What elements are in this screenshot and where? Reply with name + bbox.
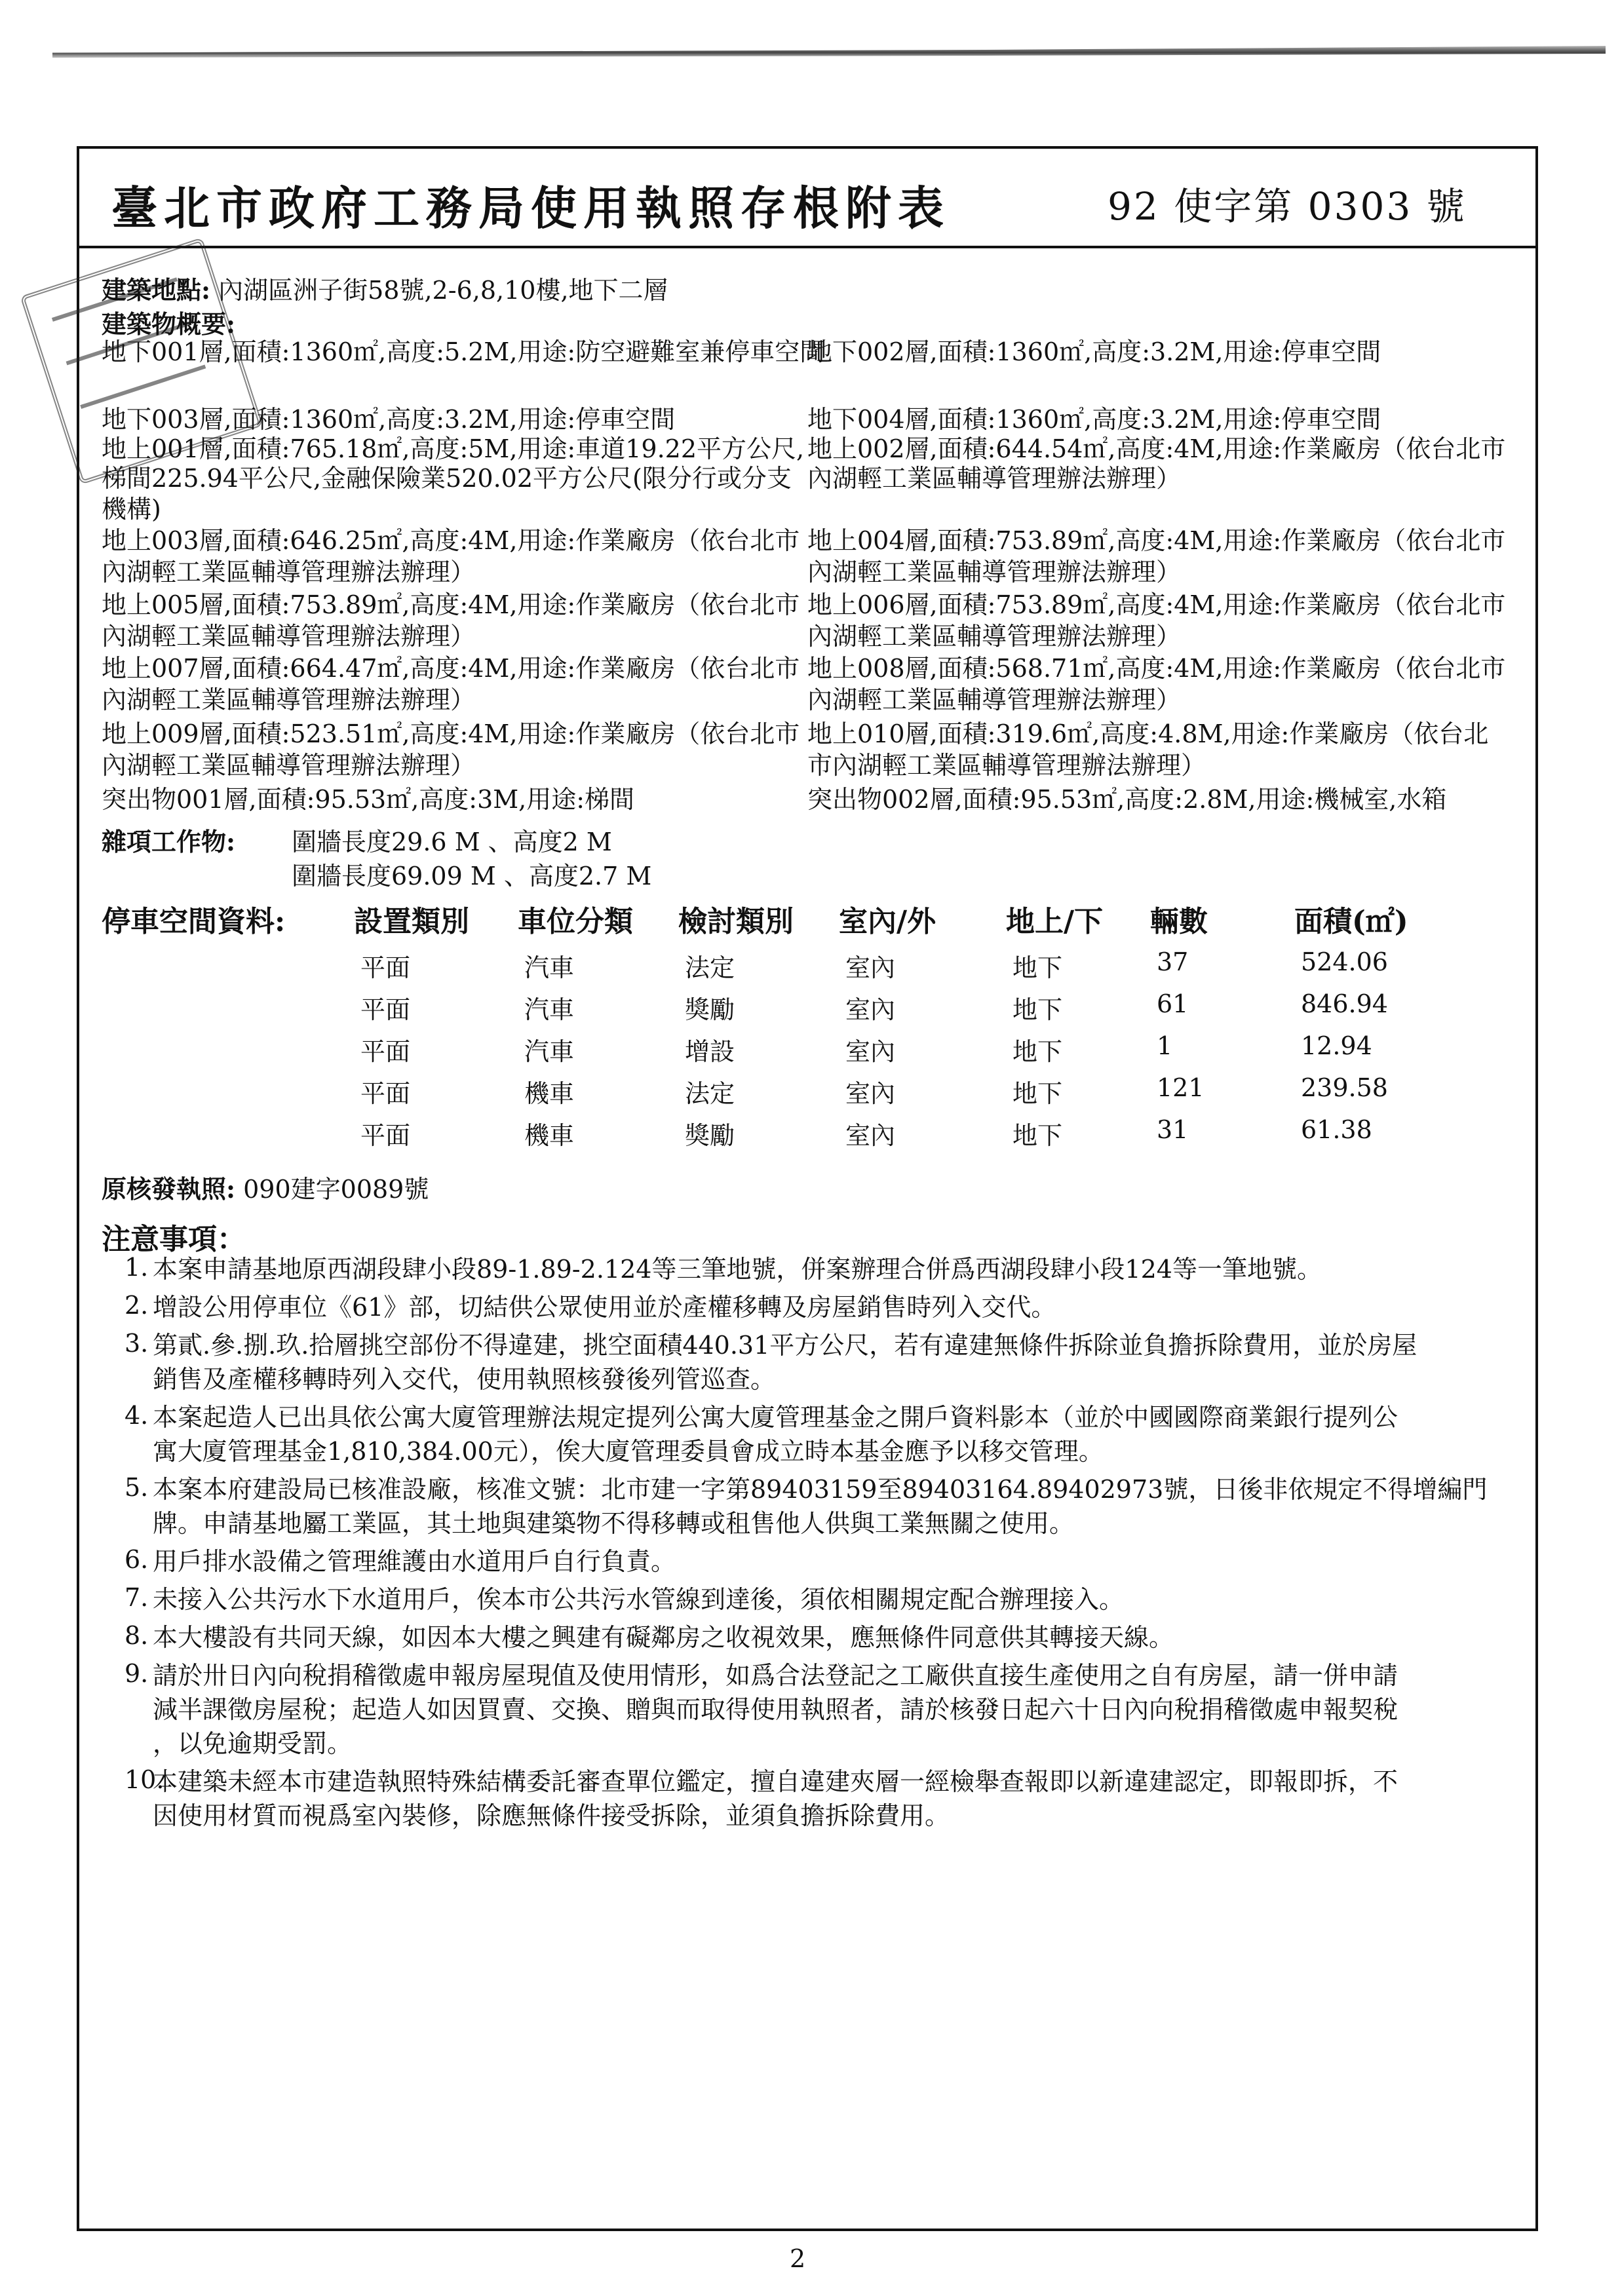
note-text: 未接入公共污水下水道用戶，俟本市公共污水管線到達後，須依相關規定配合辦理接入。 [153, 1585, 1125, 1614]
misc-item: 圍牆長度29.6 M 、高度2 M [292, 828, 612, 856]
floor-entry: 內湖輕工業區輔導管理辦法辦理） [807, 622, 1182, 651]
floor-entry: 內湖輕工業區輔導管理辦法辦理） [102, 558, 476, 586]
note-text: ，以免逾期受罰。 [153, 1729, 353, 1758]
note-text: 第貳.參.捌.玖.拾層挑空部份不得違建，挑空面積440.31平方公尺，若有違建無條件拆除並負擔拆除費用，並於房屋 [153, 1331, 1418, 1360]
note-text: 本案起造人已出具依公寓大廈管理辦法規定提列公寓大廈管理基金之開戶資料影本（並於中國國際商業銀行提列公 [153, 1403, 1398, 1432]
note-text: 銷售及產權移轉時列入交代，使用執照核發後列管巡查。 [153, 1365, 776, 1394]
parking-cell: 法定 [685, 1079, 735, 1108]
parking-header: 設置類別 [354, 905, 469, 938]
floor-entry: 內湖輕工業區輔導管理辦法辦理） [807, 558, 1182, 586]
parking-cell: 室內 [845, 1121, 896, 1150]
floor-entry: 突出物001層,面積:95.53㎡,高度:3M,用途:梯間 [102, 785, 635, 814]
parking-cell: 地下 [1013, 1037, 1063, 1066]
floor-entry: 地下004層,面積:1360㎡,高度:3.2M,用途:停車空間 [807, 405, 1381, 434]
misc-item: 圍牆長度69.09 M 、高度2.7 M [292, 862, 652, 890]
note-text: 牌。申請基地屬工業區，其土地與建築物不得移轉或租售他人供與工業無關之使用。 [153, 1509, 1075, 1538]
parking-cell: 846.94 [1301, 989, 1388, 1018]
parking-cell: 61 [1157, 989, 1189, 1018]
parking-cell: 獎勵 [685, 995, 735, 1024]
parking-header: 室內/外 [839, 905, 936, 938]
note-text: 減半課徵房屋稅；起造人如因買賣、交換、贈與而取得使用執照者，請於核發日起六十日內向稅捐稽徵處申報契稅 [153, 1695, 1398, 1724]
floor-entry: 突出物002層,面積:95.53㎡,高度:2.8M,用途:機械室,水箱 [807, 785, 1447, 814]
parking-cell: 法定 [685, 953, 735, 982]
floor-entry: 市內湖輕工業區輔導管理辦法辦理） [807, 751, 1206, 780]
parking-cell: 增設 [685, 1037, 735, 1066]
note-text: 寓大廈管理基金1,810,384.00元），俟大廈管理委員會成立時本基金應予以移交管理。 [153, 1437, 1104, 1466]
floor-entry: 地下002層,面積:1360㎡,高度:3.2M,用途:停車空間 [807, 337, 1381, 366]
site-label: 建築地點: [102, 275, 211, 305]
floor-entry: 地上005層,面積:753.89㎡,高度:4M,用途:作業廠房（依台北市 [102, 590, 800, 619]
parking-header: 檢討類別 [678, 905, 794, 938]
parking-cell: 121 [1157, 1073, 1205, 1102]
parking-header: 面積(㎡) [1294, 905, 1408, 938]
floor-entry: 地上008層,面積:568.71㎡,高度:4M,用途:作業廠房（依台北市 [807, 654, 1506, 683]
parking-cell: 61.38 [1301, 1115, 1372, 1144]
parking-cell: 室內 [845, 995, 896, 1024]
note-number: 6. [125, 1545, 149, 1574]
parking-cell: 12.94 [1301, 1031, 1372, 1060]
floor-entry: 機構) [102, 495, 161, 524]
floor-entry: 地上004層,面積:753.89㎡,高度:4M,用途:作業廠房（依台北市 [807, 526, 1506, 555]
parking-cell: 平面 [360, 995, 411, 1024]
parking-header: 車位分類 [518, 905, 633, 938]
floor-entry: 地上001層,面積:765.18㎡,高度:5M,用途:車道19.22平方公尺, [102, 434, 805, 463]
floor-entry: 地上007層,面積:664.47㎡,高度:4M,用途:作業廠房（依台北市 [102, 654, 800, 683]
note-text: 本案申請基地原西湖段肆小段89-1.89-2.124等三筆地號，併案辦理合併爲西湖段肆小段124等一筆地號。 [153, 1255, 1322, 1284]
parking-cell: 1 [1157, 1031, 1173, 1060]
floor-entry: 地上009層,面積:523.51㎡,高度:4M,用途:作業廠房（依台北市 [102, 719, 800, 748]
floor-entry: 內湖輕工業區輔導管理辦法辦理） [102, 751, 476, 780]
misc-label: 雜項工作物: [102, 827, 236, 856]
note-number: 10. [125, 1765, 164, 1794]
parking-cell: 汽車 [524, 953, 575, 982]
note-number: 1. [125, 1253, 149, 1282]
site-row [102, 274, 668, 307]
parking-cell: 524.06 [1301, 947, 1388, 976]
parking-label: 停車空間資料: [102, 905, 286, 938]
parking-cell: 31 [1157, 1115, 1189, 1144]
site-value: 內湖區洲子街58號,2-6,8,10樓,地下二層 [218, 276, 668, 305]
note-text: 本建築未經本市建造執照特殊結構委託審查單位鑑定，擅自違建夾層一經檢舉查報即以新違建認定，即報即拆，不 [153, 1767, 1398, 1796]
parking-header: 輛數 [1150, 905, 1208, 938]
parking-cell: 地下 [1013, 995, 1063, 1024]
note-text: 因使用材質而視爲室內裝修，除應無條件接受拆除，並須負擔拆除費用。 [153, 1801, 950, 1830]
floor-entry: 地上010層,面積:319.6㎡,高度:4.8M,用途:作業廠房（依台北 [807, 719, 1489, 748]
original-permit-label: 原核發執照: [102, 1174, 236, 1204]
note-number: 7. [125, 1583, 149, 1612]
parking-cell: 地下 [1013, 1121, 1063, 1150]
notes-title: 注意事項： [102, 1223, 246, 1256]
parking-cell: 平面 [360, 1079, 411, 1108]
note-text: 本大樓設有共同天線，如因本大樓之興建有礙鄰房之收視效果，應無條件同意供其轉接天線。 [153, 1623, 1174, 1652]
floor-entry: 內湖輕工業區輔導管理辦法辦理） [807, 685, 1182, 714]
note-text: 增設公用停車位《61》部，切結供公眾使用並於產權移轉及房屋銷售時列入交代。 [153, 1293, 1056, 1322]
overview-label: 建築物概要: [102, 309, 236, 339]
parking-cell: 平面 [360, 953, 411, 982]
parking-cell: 平面 [360, 1037, 411, 1066]
parking-cell: 獎勵 [685, 1121, 735, 1150]
original-permit-row [102, 1173, 429, 1206]
floor-entry: 地上002層,面積:644.54㎡,高度:4M,用途:作業廠房（依台北市 [807, 434, 1506, 463]
scan-artifact-line [52, 42, 1606, 62]
note-number: 8. [125, 1621, 149, 1650]
parking-cell: 機車 [524, 1121, 575, 1150]
parking-cell: 室內 [845, 1037, 896, 1066]
floor-entry: 內湖輕工業區輔導管理辦法辦理） [102, 685, 476, 714]
floor-entry: 地下001層,面積:1360㎡,高度:5.2M,用途:防空避難室兼停車空間 [102, 337, 825, 366]
note-number: 2. [125, 1291, 149, 1320]
parking-cell: 機車 [524, 1079, 575, 1108]
title-divider [77, 246, 1538, 248]
parking-header: 地上/下 [1006, 905, 1104, 938]
parking-cell: 37 [1157, 947, 1189, 976]
note-text: 請於卅日內向稅捐稽徵處申報房屋現值及使用情形，如爲合法登記之工廠供直接生產使用之自有房屋，請一併申請 [153, 1661, 1398, 1690]
parking-cell: 239.58 [1301, 1073, 1388, 1102]
floor-entry: 梯間225.94平公尺,金融保險業520.02平方公尺(限分行或分支 [102, 464, 792, 493]
parking-cell: 汽車 [524, 995, 575, 1024]
parking-cell: 室內 [845, 953, 896, 982]
note-number: 4. [125, 1401, 149, 1430]
note-number: 3. [125, 1329, 149, 1358]
note-number: 5. [125, 1473, 149, 1502]
parking-cell: 平面 [360, 1121, 411, 1150]
parking-cell: 汽車 [524, 1037, 575, 1066]
floor-entry: 內湖輕工業區輔導管理辦法辦理） [102, 622, 476, 651]
parking-cell: 地下 [1013, 1079, 1063, 1108]
note-text: 本案本府建設局已核准設廠，核准文號：北市建一字第89403159至89403164.89402973號，日後非依規定不得增編門 [153, 1475, 1488, 1504]
note-number: 9. [125, 1659, 149, 1688]
parking-cell: 地下 [1013, 953, 1063, 982]
parking-cell: 室內 [845, 1079, 896, 1108]
floor-entry: 地上003層,面積:646.25㎡,高度:4M,用途:作業廠房（依台北市 [102, 526, 800, 555]
permit-number: 92 使字第 0303 號 [1108, 184, 1467, 229]
floor-entry: 地上006層,面積:753.89㎡,高度:4M,用途:作業廠房（依台北市 [807, 590, 1506, 619]
floor-entry: 地下003層,面積:1360㎡,高度:3.2M,用途:停車空間 [102, 405, 676, 434]
page-number: 2 [790, 2244, 806, 2273]
original-permit-value: 090建字0089號 [243, 1175, 429, 1204]
page-title: 臺北市政府工務局使用執照存根附表 [111, 181, 950, 235]
note-text: 用戶排水設備之管理維護由水道用戶自行負責。 [153, 1547, 676, 1576]
floor-entry: 內湖輕工業區輔導管理辦法辦理） [807, 464, 1182, 493]
